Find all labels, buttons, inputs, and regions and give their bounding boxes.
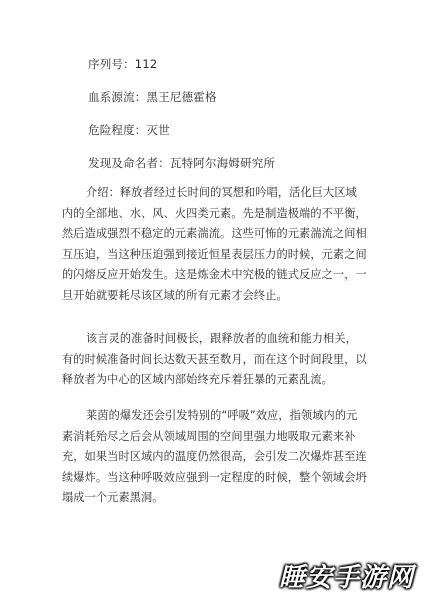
serial-number: 序列号：112 — [88, 57, 158, 71]
discoverer: 发现及命名者：瓦特阿尔海姆研究所 — [88, 156, 276, 170]
lineage-source: 血系源流：黑王尼德霍格 — [88, 90, 217, 104]
danger-level: 危险程度：灭世 — [88, 123, 170, 137]
site-watermark: 睡安手游网 — [278, 563, 414, 593]
paragraph-breathing-effect: 莱茵的爆发还会引发特别的“呼吸”效应，指领域内的元素消耗殆尽之后会从领域周围的空间里强力地吸取元素来补充，如果当时区域内的温度仍然很高，会引发二次爆炸甚至连续爆炸。当这种呼吸效应强到一定程度的时候，整个领域会坍塌成一个元素黑洞。 — [62, 409, 367, 504]
paragraph-preparation: 该言灵的准备时间极长，跟释放者的血统和能力相关，有的时候准备时间长达数天甚至数月，而在这个时间段里，以释放者为中心的区域内部始终充斥着狂暴的元素乱流。 — [62, 332, 367, 386]
paragraph-introduction: 介绍：释放者经过长时间的冥想和吟唱，活化巨大区域内的全部地、水、风、火四类元素。先是制造极端的不平衡，然后造成强烈不稳定的元素湍流。这些可怖的元素湍流之间相互压迫，当这种压迫强到接近恒星表层压力的时候，元素之间的闪熔反应开始发生。这是炼金术中究极的链式反应之一，一旦开始就要耗尽该区域的所有元素才会终止。 — [62, 186, 367, 302]
